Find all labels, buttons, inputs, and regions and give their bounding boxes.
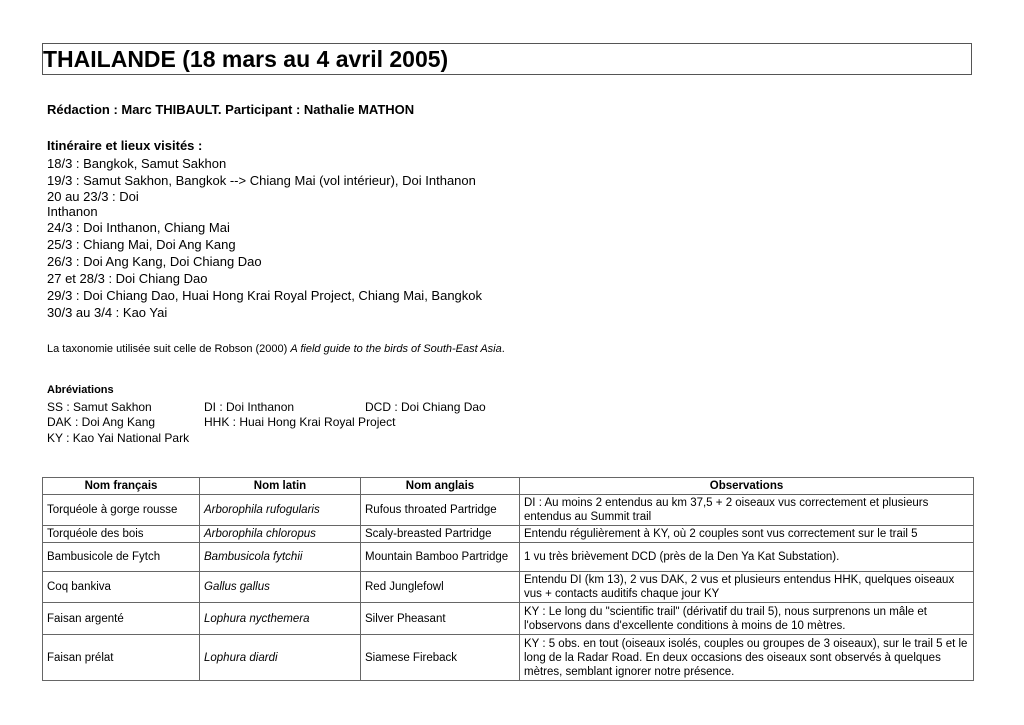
cell-nom-francais: Torquéole des bois [43,526,200,543]
cell-nom-anglais: Rufous throated Partridge [361,495,520,526]
table-row [43,543,974,572]
header-nom-latin: Nom latin [200,478,361,495]
cell-nom-anglais: Red Junglefowl [361,572,520,603]
table-row [43,572,974,603]
header-nom-francais: Nom français [43,478,200,495]
cell-observations: Entendu régulièrement à KY, où 2 couples sont vus correctement sur le trail 5 [520,526,974,543]
header-nom-anglais: Nom anglais [361,478,520,495]
itinerary-line: 24/3 : Doi Inthanon, Chiang Mai [47,220,230,235]
table-header-row [43,478,974,495]
cell-nom-francais: Faisan prélat [43,635,200,681]
abbr-di: DI : Doi Inthanon [204,400,295,414]
observations-table [42,477,974,681]
taxonomy-suffix: . [501,343,505,355]
abbr-dcd: DCD : Doi Chiang Dao [365,400,486,414]
cell-nom-anglais: Scaly-breasted Partridge [361,526,520,543]
abbreviations-heading: Abréviations [47,384,114,396]
cell-nom-francais: Torquéole à gorge rousse [43,495,200,526]
itinerary-heading: Itinéraire et lieux visités : [47,138,203,153]
taxonomy-prefix: La taxonomie utilisée suit celle de Robson (2000) [47,343,291,355]
cell-nom-latin: Arborophila rufogularis [200,495,361,526]
cell-nom-latin: Arborophila chloropus [200,526,361,543]
cell-observations: DI : Au moins 2 entendus au km 37,5 + 2 oiseaux vus correctement et plusieurs entendus au Summit trail [520,495,974,526]
table-row [43,635,974,681]
itinerary-line: Inthanon [47,204,98,219]
cell-nom-francais: Coq bankiva [43,572,200,603]
itinerary-line: 19/3 : Samut Sakhon, Bangkok --> Chiang Mai (vol intérieur), Doi Inthanon [47,173,476,188]
header-observations: Observations [520,478,974,495]
cell-nom-latin: Lophura diardi [200,635,361,681]
itinerary-line: 30/3 au 3/4 : Kao Yai [47,305,168,320]
abbr-dak: DAK : Doi Ang Kang [47,415,156,429]
abbr-ss: SS : Samut Sakhon [47,400,152,414]
table-row [43,603,974,635]
cell-observations: KY : Le long du "scientific trail" (dérivatif du trail 5), nous surprenons un mâle et l'observons dans d'excellente conditions à moins de 10 mètres. [520,603,974,635]
redaction-line: Rédaction : Marc THIBAULT. Participant : Nathalie MATHON [47,102,415,117]
taxonomy-book-title: A field guide to the birds of South-East Asia [290,343,502,355]
cell-nom-latin: Gallus gallus [200,572,361,603]
cell-observations: KY : 5 obs. en tout (oiseaux isolés, couples ou groupes de 3 oiseaux), sur le trail 5 et le long de la Radar Road. En deux occasions des oiseaux sont observés à quelques mètres, semblant ignorer notre présence. [520,635,974,681]
cell-observations: Entendu DI (km 13), 2 vus DAK, 2 vus et plusieurs entendus HHK, quelques oiseaux vus + contacts auditifs chaque jour KY [520,572,974,603]
itinerary-line: 18/3 : Bangkok, Samut Sakhon [47,156,227,171]
itinerary-line: 25/3 : Chiang Mai, Doi Ang Kang [47,237,236,252]
title-box [42,43,972,75]
cell-observations: 1 vu très brièvement DCD (près de la Den Ya Kat Substation). [520,543,974,572]
cell-nom-anglais: Mountain Bamboo Partridge [361,543,520,572]
table-row [43,526,974,543]
cell-nom-latin: Lophura nycthemera [200,603,361,635]
cell-nom-anglais: Silver Pheasant [361,603,520,635]
taxonomy-note [47,343,505,355]
cell-nom-francais: Faisan argenté [43,603,200,635]
abbr-hhk: HHK : Huai Hong Krai Royal Project [204,415,396,429]
itinerary-line: 27 et 28/3 : Doi Chiang Dao [47,271,208,286]
itinerary-line: 20 au 23/3 : Doi [47,189,139,204]
cell-nom-francais: Bambusicole de Fytch [43,543,200,572]
itinerary-line: 29/3 : Doi Chiang Dao, Huai Hong Krai Royal Project, Chiang Mai, Bangkok [47,288,483,303]
cell-nom-latin: Bambusicola fytchii [200,543,361,572]
page-title: THAILANDE (18 mars au 4 avril 2005) [43,46,449,72]
cell-nom-anglais: Siamese Fireback [361,635,520,681]
itinerary-line: 26/3 : Doi Ang Kang, Doi Chiang Dao [47,254,262,269]
itinerary-list [47,155,482,321]
table-row [43,495,974,526]
abbr-ky: KY : Kao Yai National Park [47,431,190,445]
